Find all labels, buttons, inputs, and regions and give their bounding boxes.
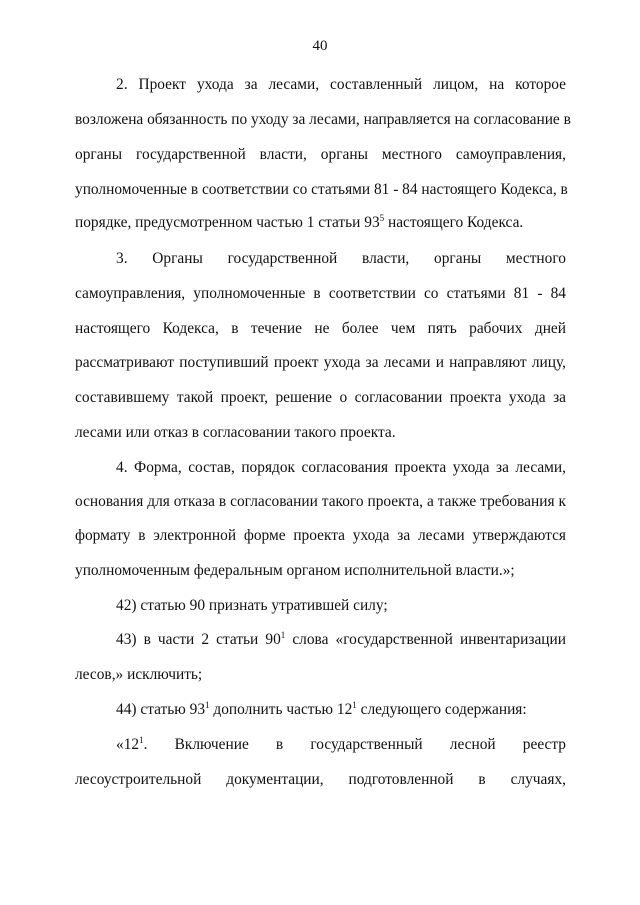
- text-line: 4. Форма, состав, порядок согласования проекта ухода за лесами,: [116, 459, 566, 476]
- text-line: 42) статью 90 признать утратившей силу;: [116, 597, 388, 614]
- text-line: лесоустроительной документации, подготовленной в случаях,: [75, 771, 566, 788]
- text-line: уполномоченным федеральным органом исполнительной власти.»;: [75, 562, 515, 579]
- superscript: 1: [352, 700, 357, 710]
- text-line: основания для отказа в согласовании такого проекта, а также требования к: [75, 493, 566, 510]
- text-line: порядке, предусмотренном частью 1 статьи $93^5$ настоящего Кодекса.: [75, 213, 524, 231]
- text-line: уполномоченные в соответствии со статьями 81 - 84 настоящего Кодекса, в: [75, 181, 568, 198]
- text-line: формату в электронной форме проекта ухода за лесами утверждаются: [75, 527, 566, 544]
- text-line: настоящего Кодекса, в течение не более чем пять рабочих дней: [75, 320, 566, 337]
- text-line: органы государственной власти, органы местного самоуправления,: [75, 146, 566, 163]
- text-line: лесов,» исключить;: [75, 666, 203, 683]
- text-line: 2. Проект ухода за лесами, составленный лицом, на которое: [116, 76, 566, 93]
- text-line: 44) статью $93^1$ дополнить частью $12^1$ следующего содержания:: [116, 700, 527, 718]
- text-line: 43) в части 2 статьи $90^1$ слова «государственной инвентаризации: [116, 630, 566, 648]
- superscript: 1: [139, 735, 144, 745]
- superscript: 5: [379, 213, 385, 223]
- superscript: 1: [280, 630, 286, 640]
- text-line: «$12^1$. Включение в государственный лесной реестр: [116, 735, 566, 753]
- text-line: составившему такой проект, решение о согласовании проекта ухода за: [75, 389, 566, 406]
- text-line: возложена обязанность по уходу за лесами, направляется на согласование в: [75, 111, 571, 128]
- text-line: лесами или отказ в согласовании такого проекта.: [75, 424, 396, 441]
- page-number: 40: [312, 38, 328, 54]
- superscript: 1: [205, 700, 210, 710]
- text-line: 3. Органы государственной власти, органы местного: [116, 250, 566, 267]
- text-line: рассматривают поступивший проект ухода за лесами и направляют лицу,: [75, 354, 566, 371]
- text-line: самоуправления, уполномоченные в соответствии со статьями 81 - 84: [75, 285, 566, 302]
